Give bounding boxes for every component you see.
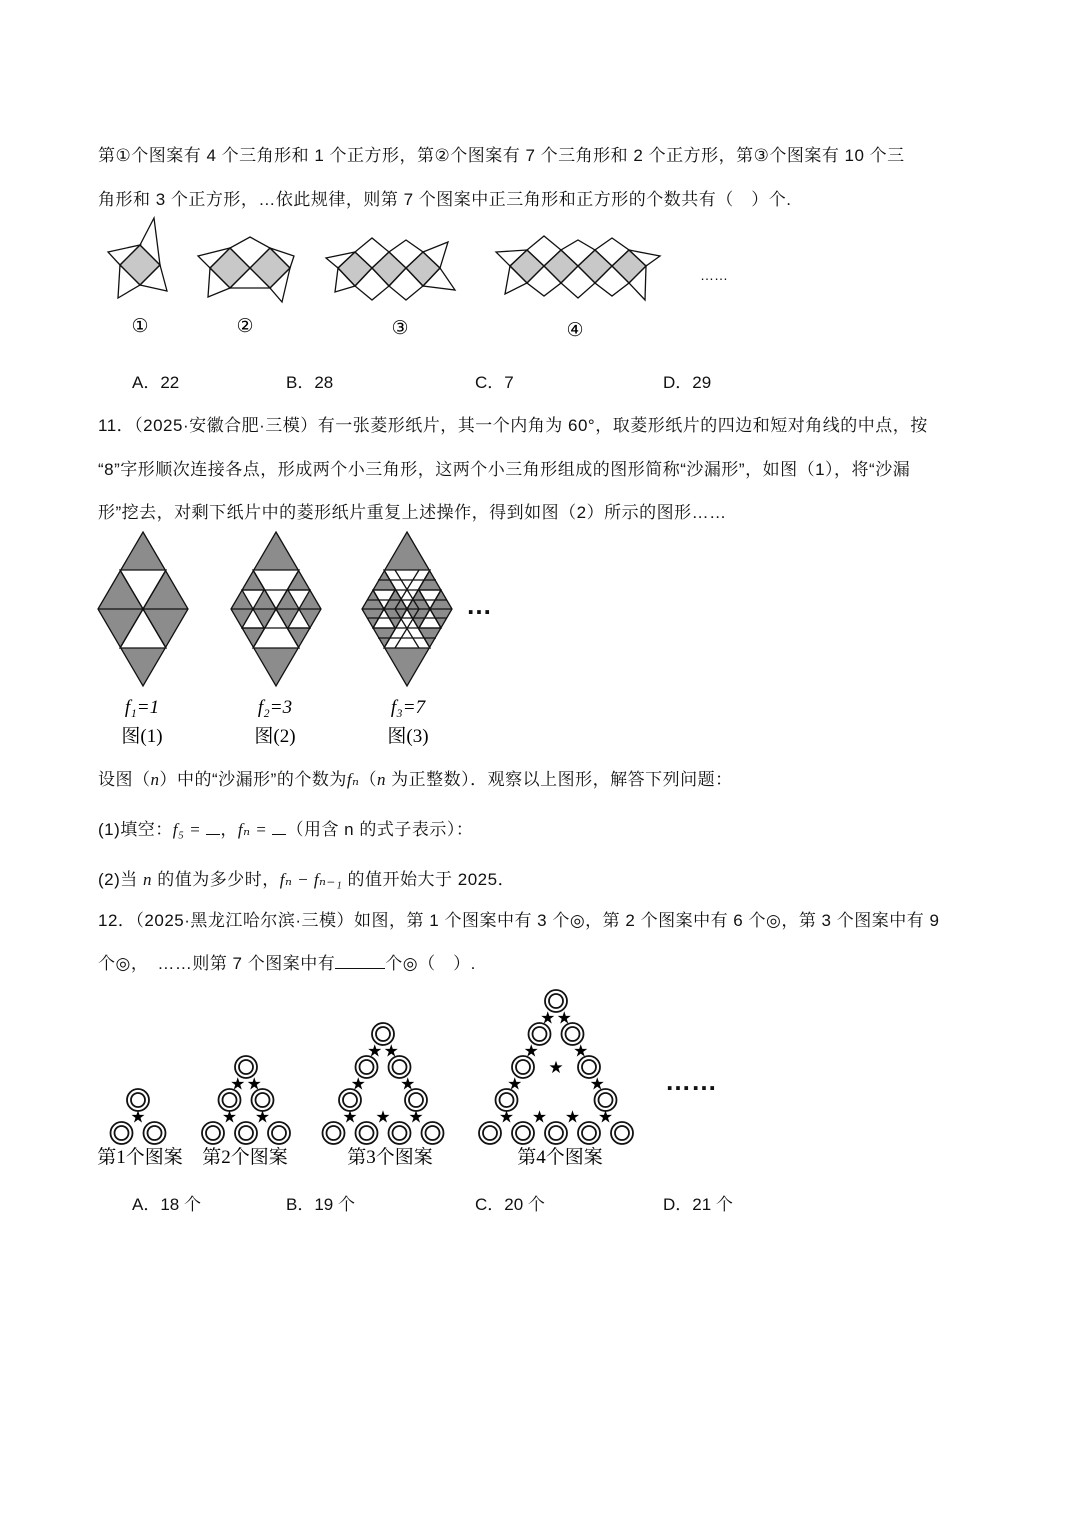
q11-part2: (2)当 n 的值为多少时，fₙ − fₙ₋₁ 的值开始大于 2025． xyxy=(98,870,516,889)
star-icon: ★ xyxy=(408,1107,424,1127)
star-icon: ★ xyxy=(556,1008,572,1028)
double-circle-icon xyxy=(389,1122,411,1144)
star-icon: ★ xyxy=(221,1107,238,1127)
double-circle-icon xyxy=(545,1122,567,1144)
q12-choice-b: B．19 个 xyxy=(286,1195,355,1214)
q11-text-line3: 形”挖去，对剩下纸片中的菱形纸片重复上述操作，得到如图（2）所示的图形…… xyxy=(98,503,727,522)
double-circle-icon xyxy=(611,1122,633,1144)
double-circle-icon xyxy=(111,1122,133,1144)
q11-text-line2: “8”字形顺次连接各点，形成两个小三角形，这两个小三角形组成的图形简称“沙漏形”，如图（1），将“沙漏 xyxy=(98,460,911,479)
q11-description: 设图（n）中的“沙漏形”的个数为fₙ（n 为正整数）．观察以上图形，解答下列问题： xyxy=(98,770,733,789)
q11-label-3: 图(3) xyxy=(387,726,429,747)
double-circle-icon xyxy=(356,1122,378,1144)
q12-choice-a: A．18 个 xyxy=(132,1195,201,1214)
q11-label-1: 图(1) xyxy=(121,726,163,747)
q12-choices xyxy=(132,1190,932,1214)
q12-label-4: 第4个图案 xyxy=(517,1147,603,1168)
star-icon: ★ xyxy=(564,1107,581,1127)
star-icon: ★ xyxy=(383,1041,399,1061)
star-icon: ★ xyxy=(254,1107,271,1127)
double-circle-icon xyxy=(235,1122,257,1144)
star-icon: ★ xyxy=(531,1107,548,1127)
q10-choice-d: D．29 xyxy=(663,373,712,392)
star-icon: ★ xyxy=(400,1074,416,1094)
q10-choice-b: B．28 xyxy=(286,373,334,392)
q12-choice-c: C．20 个 xyxy=(475,1195,545,1214)
star-icon: ★ xyxy=(367,1041,383,1061)
star-icon: ★ xyxy=(130,1107,146,1127)
q12-label-3: 第3个图案 xyxy=(347,1147,433,1168)
double-circle-icon xyxy=(578,1122,600,1144)
star-icon: ★ xyxy=(350,1074,366,1094)
q10-text-line2: 角形和 3 个正方形，…依此规律，则第 7 个图案中正三角形和正方形的个数共有（ ）个. xyxy=(98,190,792,209)
star-icon: ★ xyxy=(507,1074,523,1094)
q11-text-line1: 11．（2025·安徽合肥·三模）有一张菱形纸片，其一个内角为 60°，取菱形纸片的四边和短对角线的中点，按 xyxy=(98,416,928,435)
q10-choice-c: C．7 xyxy=(475,373,514,392)
q10-label-2: ② xyxy=(236,316,254,337)
star-icon: ★ xyxy=(498,1107,515,1127)
double-circle-icon xyxy=(268,1122,290,1144)
star-icon: ★ xyxy=(375,1107,391,1127)
double-circle-icon xyxy=(479,1122,501,1144)
q11-label-2: 图(2) xyxy=(254,726,296,747)
q11-f2: f₂=3 xyxy=(257,697,293,718)
q11-part1: (1)填空：f₅ = ，fₙ = （用含 n 的式子表示）： xyxy=(98,820,474,839)
star-icon: ★ xyxy=(589,1074,605,1094)
q12-dots: …… xyxy=(665,1066,717,1096)
star-icon: ★ xyxy=(540,1008,556,1028)
q12-text-line1: 12．（2025·黑龙江哈尔滨·三模）如图，第 1 个图案中有 3 个◎，第 2 个图案中有 6 个◎，第 3 个图案中有 9 xyxy=(98,911,940,930)
star-icon: ★ xyxy=(230,1074,246,1094)
double-circle-icon xyxy=(512,1122,534,1144)
q12-label-1: 第1个图案 xyxy=(97,1147,183,1168)
q10-label-4: ④ xyxy=(566,320,584,341)
q12-label-2: 第2个图案 xyxy=(202,1147,288,1168)
star-icon: ★ xyxy=(523,1041,539,1061)
q10-choice-a: A．22 xyxy=(132,373,180,392)
q10-label-3: ③ xyxy=(391,318,409,339)
q11-dots: … xyxy=(466,590,492,620)
q10-text-line1: 第①个图案有 4 个三角形和 1 个正方形，第②个图案有 7 个三角形和 2 个正方形，第③个图案有 10 个三 xyxy=(98,146,905,165)
q11-f1: f₁=1 xyxy=(124,697,160,718)
q11-f3: f₃=7 xyxy=(390,697,426,718)
star-icon: ★ xyxy=(342,1107,358,1127)
star-icon: ★ xyxy=(573,1041,589,1061)
q10-ellipsis: …… xyxy=(700,267,728,283)
star-icon: ★ xyxy=(246,1074,262,1094)
double-circle-icon xyxy=(202,1122,224,1144)
double-circle-icon xyxy=(144,1122,166,1144)
q12-text-line2: 个◎， ……则第 7 个图案中有 个◎（ ）. xyxy=(98,954,476,973)
star-icon: ★ xyxy=(597,1107,614,1127)
star-icon: ★ xyxy=(548,1058,564,1077)
double-circle-icon xyxy=(323,1122,345,1144)
q10-label-1: ① xyxy=(131,316,149,337)
double-circle-icon xyxy=(422,1122,444,1144)
q12-choice-d: D．21 个 xyxy=(663,1195,733,1214)
